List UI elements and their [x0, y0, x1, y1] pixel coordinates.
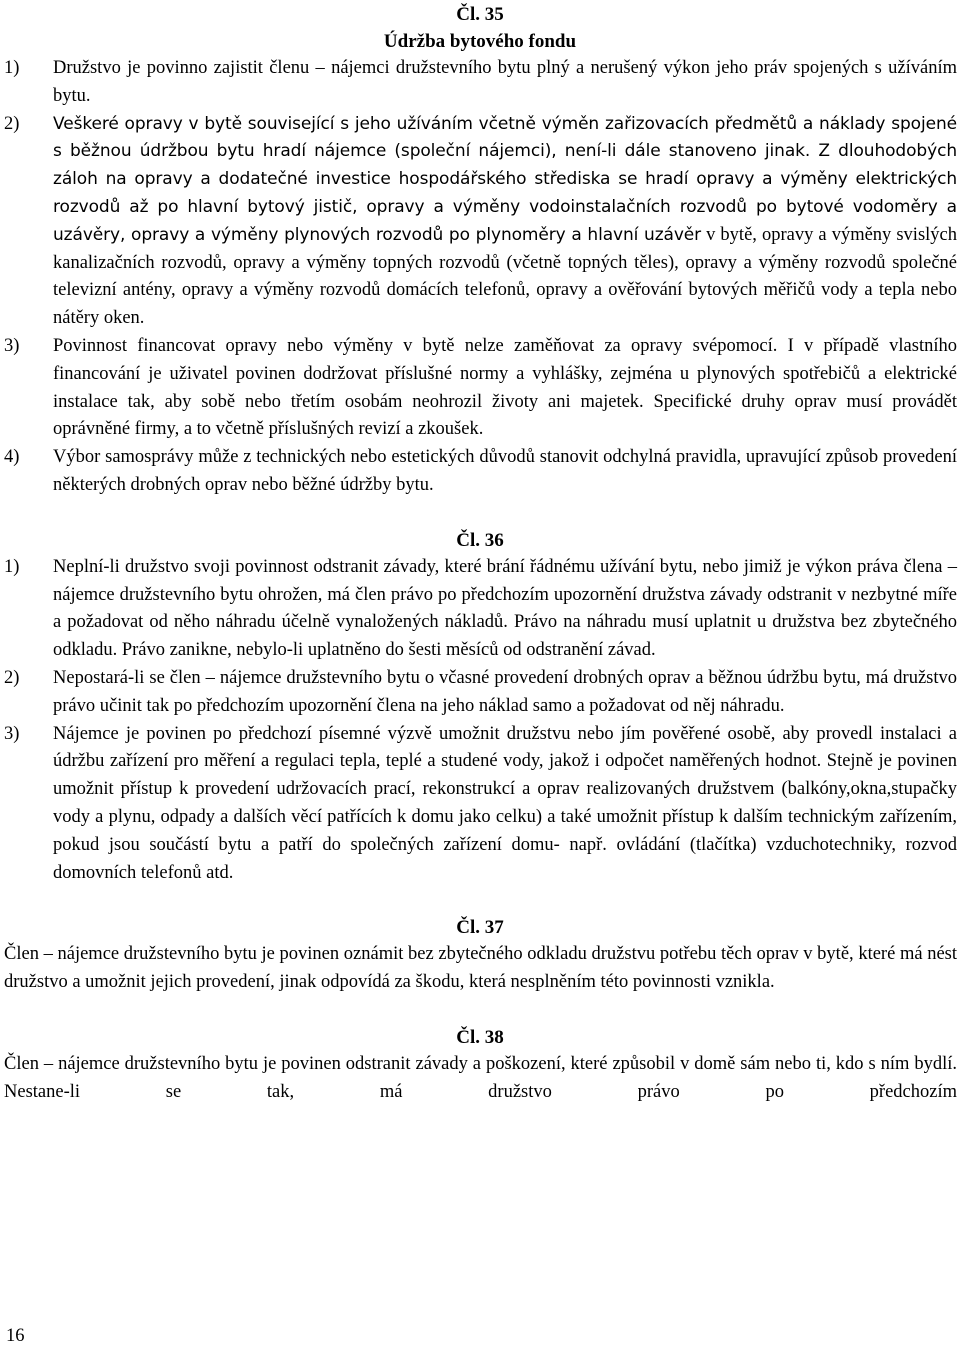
item-number: 1) — [4, 556, 20, 577]
article-paragraph: Člen – nájemce družstevního bytu je povinen odstranit závady a poškození, které způsobil v domě sám nebo ti, kdo s ním bydlí. Nestane-li se tak, má družstvo právo po předchozím — [4, 1053, 957, 1102]
item-number: 1) — [4, 58, 20, 78]
item-text: Výbor samosprávy může z technických nebo estetických důvodů stanovit odchylná pravidla, upravující způsob provedení některých drobných oprav nebo běžné údržby bytu. — [53, 447, 957, 495]
article-35 — [0, 1, 960, 500]
item-text: Nepostará-li se člen – nájemce družstevního bytu o včasné provedení drobných oprav a běžnou údržbu bytu, má družstvo právo učinit tak po předchozím upozornění člena na jeho náklad samo a požadovat od něj náhradu. — [53, 667, 957, 716]
list-item — [0, 55, 960, 111]
item-number: 2) — [4, 667, 20, 688]
article-38 — [0, 1024, 960, 1107]
item-number: 3) — [4, 335, 20, 356]
spacer — [0, 887, 960, 914]
item-number: 2) — [4, 113, 20, 134]
article-36 — [0, 527, 960, 888]
list-item — [0, 333, 960, 444]
article-heading: Čl. 36 — [456, 529, 504, 551]
article-paragraph: Člen – nájemce družstevního bytu je povinen oznámit bez zbytečného odkladu družstvu potřebu těch oprav v bytě, které má nést družstvo a umožnit jejich provedení, jinak odpovídá za škodu, která nesplněním této povinnosti vznikla. — [4, 944, 957, 993]
spacer — [0, 500, 960, 527]
item-number: 4) — [4, 447, 20, 468]
item-text: Nájemce je povinen po předchozí písemné výzvě umožnit družstvu nebo jím pověřené osobě, aby provedl instalaci a údržbu zařízení pro měření a regulaci tepla, teplé a studené vody, jakož i odpočet naměřených hodnot. Stejně je povinen umožnit přístup k provedení udržovacích prací, rekonstrukcí a oprav realizovaných družstvem (balkóny,okna,stupačky vody a plynu, odpady a dalších věcí patřících k domu jako celku) a také umožnit přístup k dalším technickým zařízením, pokud jsou součástí bytu a patří do společných zařízení domu- např. ovládání (tlačítka) vzduchotechniky, rozvod domovních telefonů atd. — [53, 723, 957, 883]
spacer — [0, 997, 960, 1024]
item-text: Povinnost financovat opravy nebo výměny v bytě nelze zaměňovat za opravy svépomocí. I v případě vlastního financování je uživatel povinen dodržovat příslušné normy a vyhlášky, zejména u plynových spotřebičů a elektrické instalace tak, aby sobě nebo třetím osobám neohrozil životy ani majetek. Specifické druhy oprav musí provádět oprávněné firmy, a to včetně příslušných revizí a zkoušek. — [53, 335, 957, 440]
item-text: Družstvo je povinno zajistit členu – nájemci družstevního bytu plný a nerušený výkon jeho práv spojených s užíváním bytu. — [53, 58, 957, 106]
list-item — [0, 444, 960, 500]
article-37 — [0, 914, 960, 997]
article-35-list — [0, 55, 960, 500]
item-text: Veškeré opravy v bytě související s jeho užíváním včetně výměn zařizovacích předmětů a náklady spojené s běžnou údržbou bytu hradí nájemce (společní nájemci), není-li dále stanoveno jinak. Z dlouhodobých záloh na opravy a dodatečné investice hospodářského střediska se hradí opravy a výměny elektrických rozvodů až po hlavní bytový jistič, opravy a výměny vodoinstalačních rozvodů po bytové vodoměry a uzávěry, opravy a výměny plynových rozvodů po plynoměry a hlavní uzávěr — [53, 113, 957, 245]
article-subheading: Údržba bytového fondu — [383, 31, 577, 52]
list-item — [0, 111, 960, 333]
item-text-continued: v bytě, opravy a výměny svislých kanalizačních rozvodů, opravy a výměny topných rozvodů (včetně topných těles), opravy a výměny rozvodů společné televizní antény, opravy a výměny rozvodů domácích telefonů, opravy a ověřování bytových měřičů vody a tepla nebo nátěry oken. — [53, 224, 957, 329]
item-text: Neplní-li družstvo svoji povinnost odstranit závady, které brání řádnému užívání bytu, nebo jimiž je výkon práva člena – nájemce družstevního bytu ohrožen, má člen právo po předchozím upozornění družstva závady odstranit v nezbytné míře a požadovat od něho náhradu účelně vynaložených nákladů. Právo na náhradu musí uplatnit u družstva bez zbytečného odkladu. Právo zanikne, nebylo-li uplatněno do šesti měsíců od odstranění závad. — [53, 556, 957, 661]
list-item — [0, 665, 960, 721]
list-item — [0, 721, 960, 888]
article-heading: Čl. 35 — [456, 4, 504, 25]
item-number: 3) — [4, 723, 20, 744]
article-heading: Čl. 37 — [456, 917, 504, 939]
list-item — [0, 554, 960, 665]
article-heading: Čl. 38 — [456, 1026, 504, 1048]
page-number: 16 — [6, 1326, 25, 1346]
article-36-list — [0, 554, 960, 888]
